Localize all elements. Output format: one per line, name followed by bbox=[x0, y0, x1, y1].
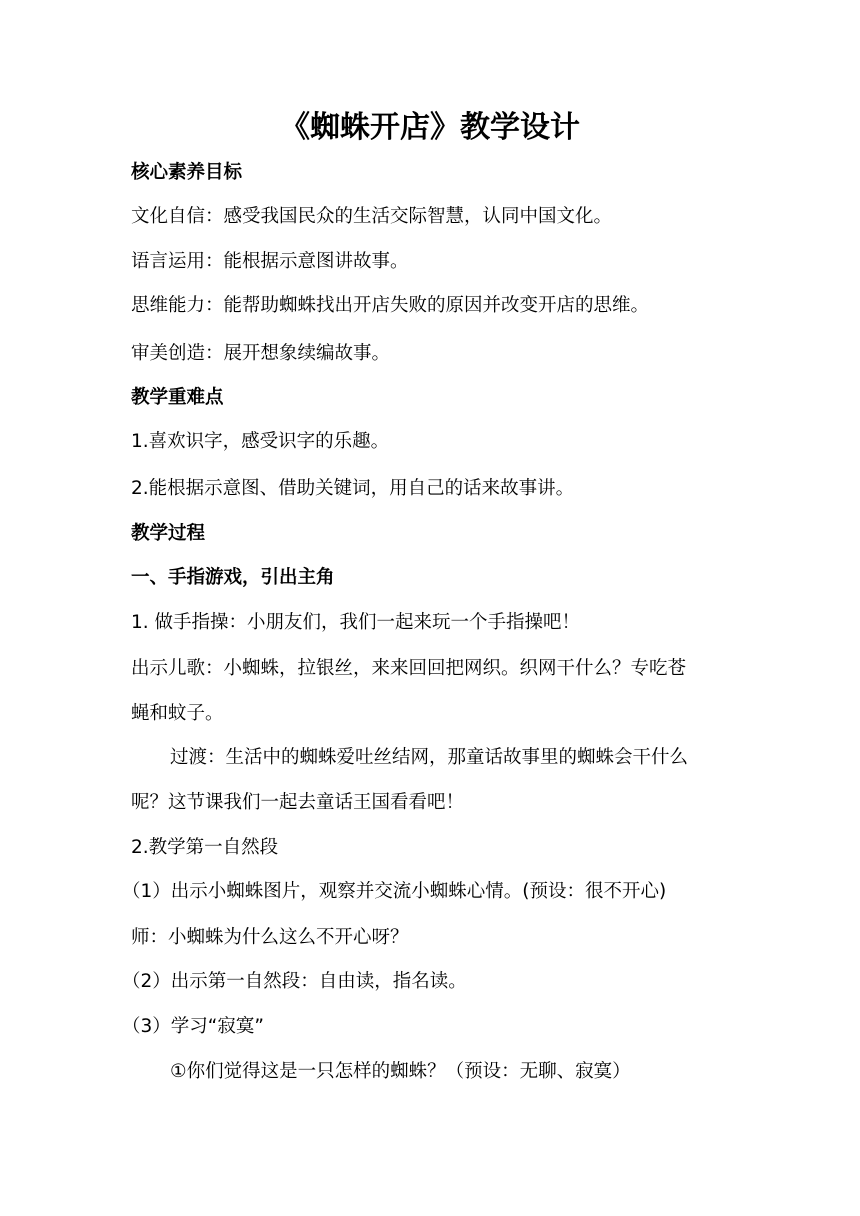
key-point-1: 1.喜欢识字，感受识字的乐趣。 bbox=[131, 431, 390, 452]
substep-2: （2）出示第一自然段：自由读，指名读。 bbox=[122, 971, 467, 992]
goal-aesthetic: 审美创造：展开想象续编故事。 bbox=[131, 343, 391, 364]
transition-line-1: 过渡：生活中的蜘蛛爱吐丝结网，那童话故事里的蜘蛛会干什么 bbox=[170, 747, 689, 768]
section-1-heading: 一、手指游戏，引出主角 bbox=[131, 567, 335, 588]
substep-1: （1）出示小蜘蛛图片，观察并交流小蜘蛛心情。(预设：很不开心) bbox=[122, 881, 667, 902]
question-1: ①你们觉得这是一只怎样的蜘蛛？（预设：无聊、寂寞） bbox=[170, 1061, 631, 1082]
step-finger-exercise: 1. 做手指操：小朋友们，我们一起来玩一个手指操吧！ bbox=[131, 612, 581, 633]
transition-line-2: 呢？这节课我们一起去童话王国看看吧！ bbox=[131, 792, 465, 813]
goal-thinking: 思维能力：能帮助蜘蛛找出开店失败的原因并改变开店的思维。 bbox=[131, 295, 650, 316]
document-title: 《蜘蛛开店》教学设计 bbox=[280, 110, 580, 145]
key-point-2: 2.能根据示意图、借助关键词，用自己的话来故事讲。 bbox=[131, 478, 575, 499]
heading-core-goals: 核心素养目标 bbox=[131, 162, 243, 183]
nursery-rhyme-line-2: 蝇和蚊子。 bbox=[131, 703, 224, 724]
heading-process: 教学过程 bbox=[131, 523, 206, 544]
step-paragraph-1: 2.教学第一自然段 bbox=[131, 837, 279, 858]
goal-language: 语言运用：能根据示意图讲故事。 bbox=[131, 251, 409, 272]
substep-3: （3）学习“寂寞” bbox=[122, 1016, 264, 1037]
nursery-rhyme-line-1: 出示儿歌：小蜘蛛，拉银丝，来来回回把网织。织网干什么？专吃苍 bbox=[131, 658, 687, 679]
teacher-question: 师：小蜘蛛为什么这么不开心呀？ bbox=[131, 927, 409, 948]
goal-culture: 文化自信：感受我国民众的生活交际智慧，认同中国文化。 bbox=[131, 206, 613, 227]
heading-key-points: 教学重难点 bbox=[131, 387, 224, 408]
